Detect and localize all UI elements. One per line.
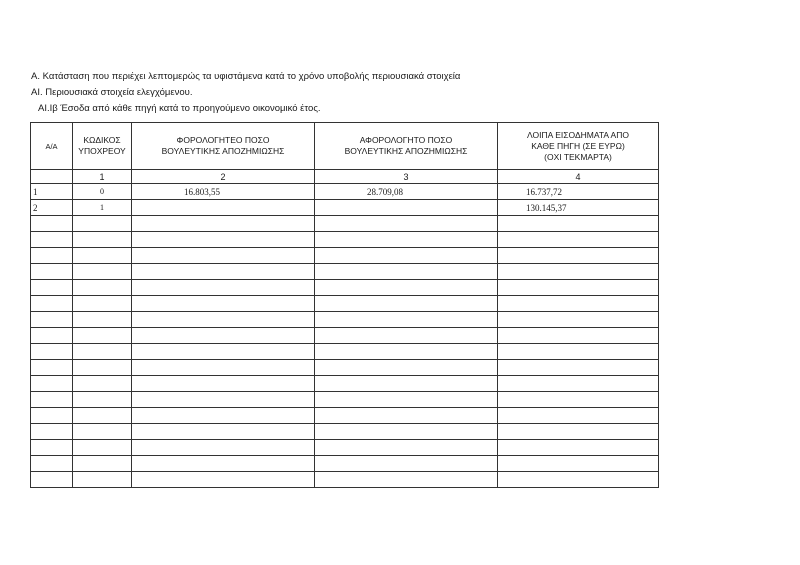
empty-cell	[31, 232, 73, 248]
cell-code: 1	[73, 200, 132, 216]
cell-nontaxable: 28.709,08	[315, 184, 498, 200]
empty-row	[31, 440, 659, 456]
empty-cell	[315, 280, 498, 296]
empty-cell	[73, 248, 132, 264]
empty-cell	[498, 344, 659, 360]
cell-code: 0	[73, 184, 132, 200]
empty-row	[31, 360, 659, 376]
empty-cell	[315, 392, 498, 408]
empty-cell	[315, 312, 498, 328]
empty-row	[31, 344, 659, 360]
empty-cell	[73, 344, 132, 360]
cell-other: 130.145,37	[498, 200, 659, 216]
empty-cell	[132, 264, 315, 280]
empty-cell	[498, 408, 659, 424]
empty-cell	[73, 472, 132, 488]
header-code: ΚΩΔΙΚΟΣ ΥΠΟΧΡΕΟΥ	[73, 123, 132, 170]
empty-cell	[315, 424, 498, 440]
header-other: ΛΟΙΠΑ ΕΙΣΟΔΗΜΑΤΑ ΑΠΟ ΚΑΘΕ ΠΗΓΗ (ΣΕ ΕΥΡΩ) (ΟΧΙ ΤΕΚΜΑΡΤΑ)	[498, 123, 659, 170]
empty-cell	[498, 376, 659, 392]
empty-cell	[498, 392, 659, 408]
empty-cell	[73, 296, 132, 312]
empty-row	[31, 424, 659, 440]
column-number	[31, 170, 73, 184]
empty-row	[31, 392, 659, 408]
empty-cell	[132, 312, 315, 328]
empty-cell	[31, 328, 73, 344]
empty-cell	[73, 424, 132, 440]
empty-cell	[31, 248, 73, 264]
empty-row	[31, 280, 659, 296]
empty-cell	[31, 360, 73, 376]
empty-cell	[498, 328, 659, 344]
empty-cell	[132, 232, 315, 248]
empty-row	[31, 456, 659, 472]
empty-cell	[315, 360, 498, 376]
empty-cell	[73, 440, 132, 456]
empty-cell	[315, 248, 498, 264]
empty-cell	[73, 376, 132, 392]
empty-cell	[315, 216, 498, 232]
cell-aa: 1	[31, 184, 73, 200]
empty-cell	[132, 392, 315, 408]
header-row	[31, 123, 659, 170]
column-number: 3	[315, 170, 498, 184]
empty-rows	[31, 216, 659, 488]
cell-taxable	[132, 200, 315, 216]
column-number: 2	[132, 170, 315, 184]
empty-row	[31, 376, 659, 392]
empty-cell	[498, 280, 659, 296]
empty-cell	[31, 472, 73, 488]
empty-row	[31, 312, 659, 328]
cell-other: 16.737,72	[498, 184, 659, 200]
header-taxable: ΦΟΡΟΛΟΓΗΤΕΟ ΠΟΣΟ ΒΟΥΛΕΥΤΙΚΗΣ ΑΠΟΖΗΜΙΩΣΗΣ	[132, 123, 315, 170]
income-table	[30, 122, 659, 488]
empty-cell	[73, 392, 132, 408]
empty-cell	[498, 456, 659, 472]
empty-cell	[31, 280, 73, 296]
empty-cell	[315, 264, 498, 280]
empty-cell	[73, 312, 132, 328]
empty-cell	[315, 440, 498, 456]
empty-cell	[132, 424, 315, 440]
empty-cell	[132, 456, 315, 472]
empty-cell	[498, 472, 659, 488]
empty-cell	[31, 216, 73, 232]
empty-cell	[73, 408, 132, 424]
empty-cell	[315, 376, 498, 392]
empty-cell	[31, 376, 73, 392]
empty-row	[31, 248, 659, 264]
column-number: 1	[73, 170, 132, 184]
cell-aa: 2	[31, 200, 73, 216]
empty-cell	[498, 296, 659, 312]
empty-cell	[132, 296, 315, 312]
empty-cell	[73, 456, 132, 472]
column-number: 4	[498, 170, 659, 184]
empty-cell	[73, 280, 132, 296]
empty-row	[31, 296, 659, 312]
empty-cell	[498, 440, 659, 456]
empty-cell	[498, 216, 659, 232]
empty-row	[31, 408, 659, 424]
empty-cell	[73, 216, 132, 232]
section-heading-aib: ΑΙ.Ιβ Έσοδα από κάθε πηγή κατά το προηγούμενο οικονομικό έτος.	[38, 103, 321, 114]
empty-row	[31, 264, 659, 280]
empty-cell	[132, 280, 315, 296]
empty-cell	[132, 440, 315, 456]
empty-row	[31, 232, 659, 248]
empty-cell	[315, 328, 498, 344]
empty-cell	[498, 312, 659, 328]
empty-cell	[31, 296, 73, 312]
empty-cell	[31, 344, 73, 360]
empty-cell	[132, 344, 315, 360]
section-heading-ai: ΑΙ. Περιουσιακά στοιχεία ελεγχόμενου.	[31, 87, 193, 98]
empty-cell	[498, 424, 659, 440]
empty-cell	[498, 232, 659, 248]
empty-cell	[73, 328, 132, 344]
empty-cell	[132, 328, 315, 344]
empty-cell	[132, 408, 315, 424]
empty-cell	[315, 296, 498, 312]
header-nontaxable: ΑΦΟΡΟΛΟΓΗΤΟ ΠΟΣΟ ΒΟΥΛΕΥΤΙΚΗΣ ΑΠΟΖΗΜΙΩΣΗΣ	[315, 123, 498, 170]
empty-cell	[315, 344, 498, 360]
empty-cell	[73, 360, 132, 376]
empty-cell	[31, 264, 73, 280]
empty-cell	[132, 360, 315, 376]
empty-cell	[31, 312, 73, 328]
empty-cell	[31, 456, 73, 472]
empty-cell	[315, 232, 498, 248]
empty-cell	[132, 472, 315, 488]
empty-cell	[315, 472, 498, 488]
empty-cell	[132, 248, 315, 264]
empty-row	[31, 328, 659, 344]
header-aa: Α/Α	[31, 123, 73, 170]
section-heading-a: Α. Κατάσταση που περιέχει λεπτομερώς τα υφιστάμενα κατά το χρόνο υποβολής περιουσιακά στοιχεία	[31, 71, 461, 82]
empty-cell	[31, 440, 73, 456]
cell-nontaxable	[315, 200, 498, 216]
table-row	[31, 184, 659, 200]
empty-cell	[132, 376, 315, 392]
empty-cell	[498, 248, 659, 264]
empty-cell	[315, 408, 498, 424]
empty-cell	[73, 264, 132, 280]
empty-cell	[132, 216, 315, 232]
empty-cell	[31, 408, 73, 424]
empty-cell	[73, 232, 132, 248]
empty-cell	[31, 424, 73, 440]
empty-cell	[31, 392, 73, 408]
empty-cell	[315, 456, 498, 472]
table-row	[31, 200, 659, 216]
empty-cell	[498, 264, 659, 280]
empty-row	[31, 216, 659, 232]
empty-row	[31, 472, 659, 488]
empty-cell	[498, 360, 659, 376]
column-number-row	[31, 170, 659, 184]
cell-taxable: 16.803,55	[132, 184, 315, 200]
